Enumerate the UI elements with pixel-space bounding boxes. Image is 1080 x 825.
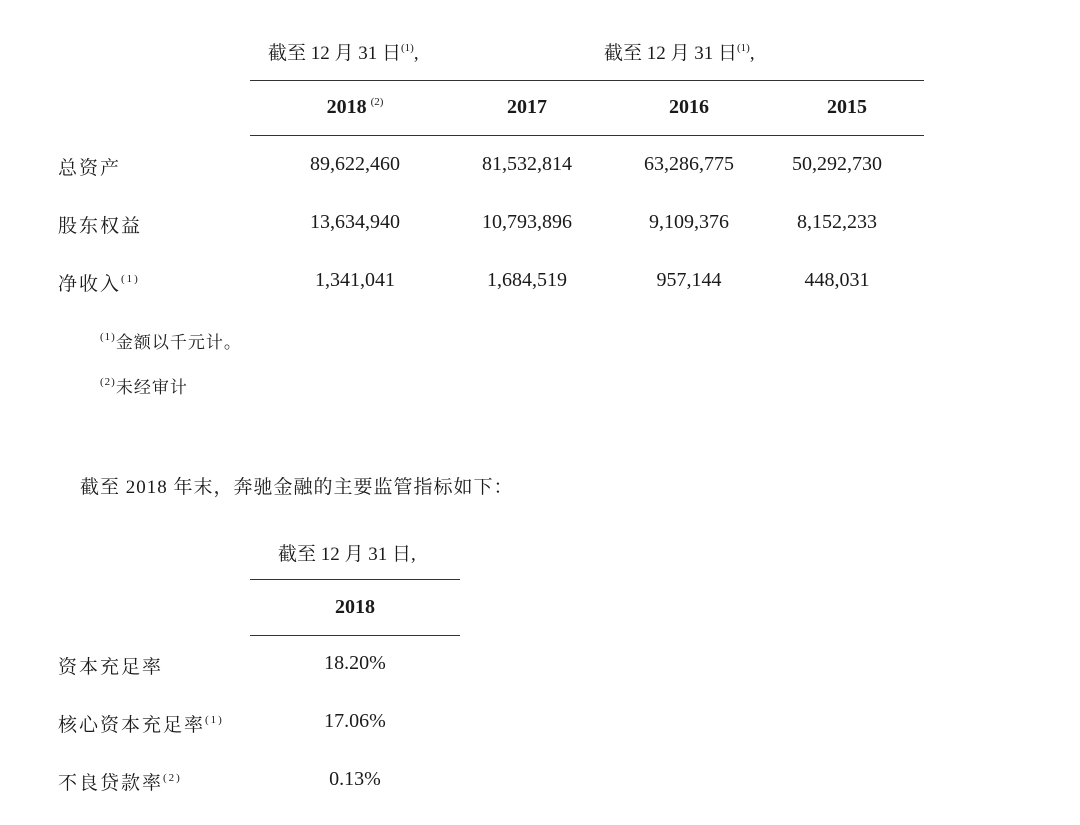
- table1-header-left-note: (1): [401, 42, 414, 54]
- footnote-mark: (2): [100, 376, 116, 388]
- table1-header-left-text: 截至 12 月 31 日: [268, 43, 402, 64]
- footnote-mark: (1): [100, 331, 116, 343]
- table2-cell: 17.06%: [324, 710, 386, 732]
- table1-year-2016: [624, 96, 754, 119]
- footnote-1: [100, 328, 242, 353]
- table1-header-left-comma: ,: [413, 43, 419, 64]
- table1-cell: 89,622,460: [310, 153, 400, 175]
- table1-cell: 448,031: [804, 269, 870, 291]
- year-label: 2016: [669, 96, 709, 118]
- row-label: 不良贷款率: [58, 773, 164, 794]
- table2-row-label-npl-ratio: [58, 768, 182, 795]
- table1-cell: 1,684,519: [487, 269, 567, 291]
- year-label: 2018: [326, 96, 367, 118]
- table1-row-label-net-income: [58, 269, 140, 296]
- year-label: 2015: [827, 96, 867, 118]
- table1-cell: 10,793,896: [482, 211, 572, 233]
- year-label: 2017: [507, 96, 547, 118]
- table1-top-rule: [250, 80, 924, 81]
- table1-cell: 63,286,775: [644, 153, 734, 175]
- row-label: 资本充足率: [58, 657, 164, 678]
- footnote-text: 未经审计: [115, 378, 188, 397]
- row-label: 总资产: [58, 158, 122, 179]
- table1-header-right-note: (1): [737, 42, 750, 54]
- table1-cell: 9,109,376: [649, 211, 729, 233]
- table1-bottom-rule: [250, 135, 924, 136]
- row-label: 核心资本充足率: [58, 715, 206, 736]
- row-note: (2): [163, 772, 182, 784]
- table2-cell: 0.13%: [329, 768, 381, 790]
- table1-year-2018: [290, 96, 420, 119]
- table2-year: 2018: [335, 596, 375, 618]
- table2-row-label-core-capital-adequacy: [58, 710, 224, 737]
- table2-cell: 18.20%: [324, 652, 386, 674]
- table2-top-rule: [250, 579, 460, 580]
- year-note: (2): [370, 96, 384, 108]
- table1-cell: 957,144: [656, 269, 722, 291]
- footnote-text: 金额以千元计。: [115, 333, 242, 352]
- table1-cell: 1,341,041: [315, 269, 395, 291]
- table1-row-label-equity: [58, 211, 142, 238]
- table1-cell: 13,634,940: [310, 211, 400, 233]
- table1-header-right-comma: ,: [749, 43, 755, 64]
- row-note: (1): [121, 273, 140, 285]
- table1-cell: 81,532,814: [482, 153, 572, 175]
- table1-header-right: [604, 38, 755, 65]
- table1-cell: 50,292,730: [792, 153, 882, 175]
- row-note: (1): [205, 714, 224, 726]
- row-label: 股东权益: [58, 216, 143, 237]
- intro-paragraph: 截至 2018 年末，奔驰金融的主要监管指标如下：: [80, 477, 514, 498]
- table1-year-2017: [462, 96, 592, 119]
- table2-row-label-capital-adequacy: [58, 652, 163, 679]
- footnote-2: [100, 373, 188, 398]
- table2-header: 截至 12 月 31 日,: [278, 544, 416, 565]
- row-label: 净收入: [58, 274, 122, 295]
- table2-bottom-rule: [250, 635, 460, 636]
- table1-header-right-text: 截至 12 月 31 日: [604, 43, 738, 64]
- table1-year-2015: [782, 96, 912, 119]
- table1-cell: 8,152,233: [797, 211, 877, 233]
- table1-header-left: [268, 38, 419, 65]
- table1-row-label-total-assets: [58, 153, 121, 180]
